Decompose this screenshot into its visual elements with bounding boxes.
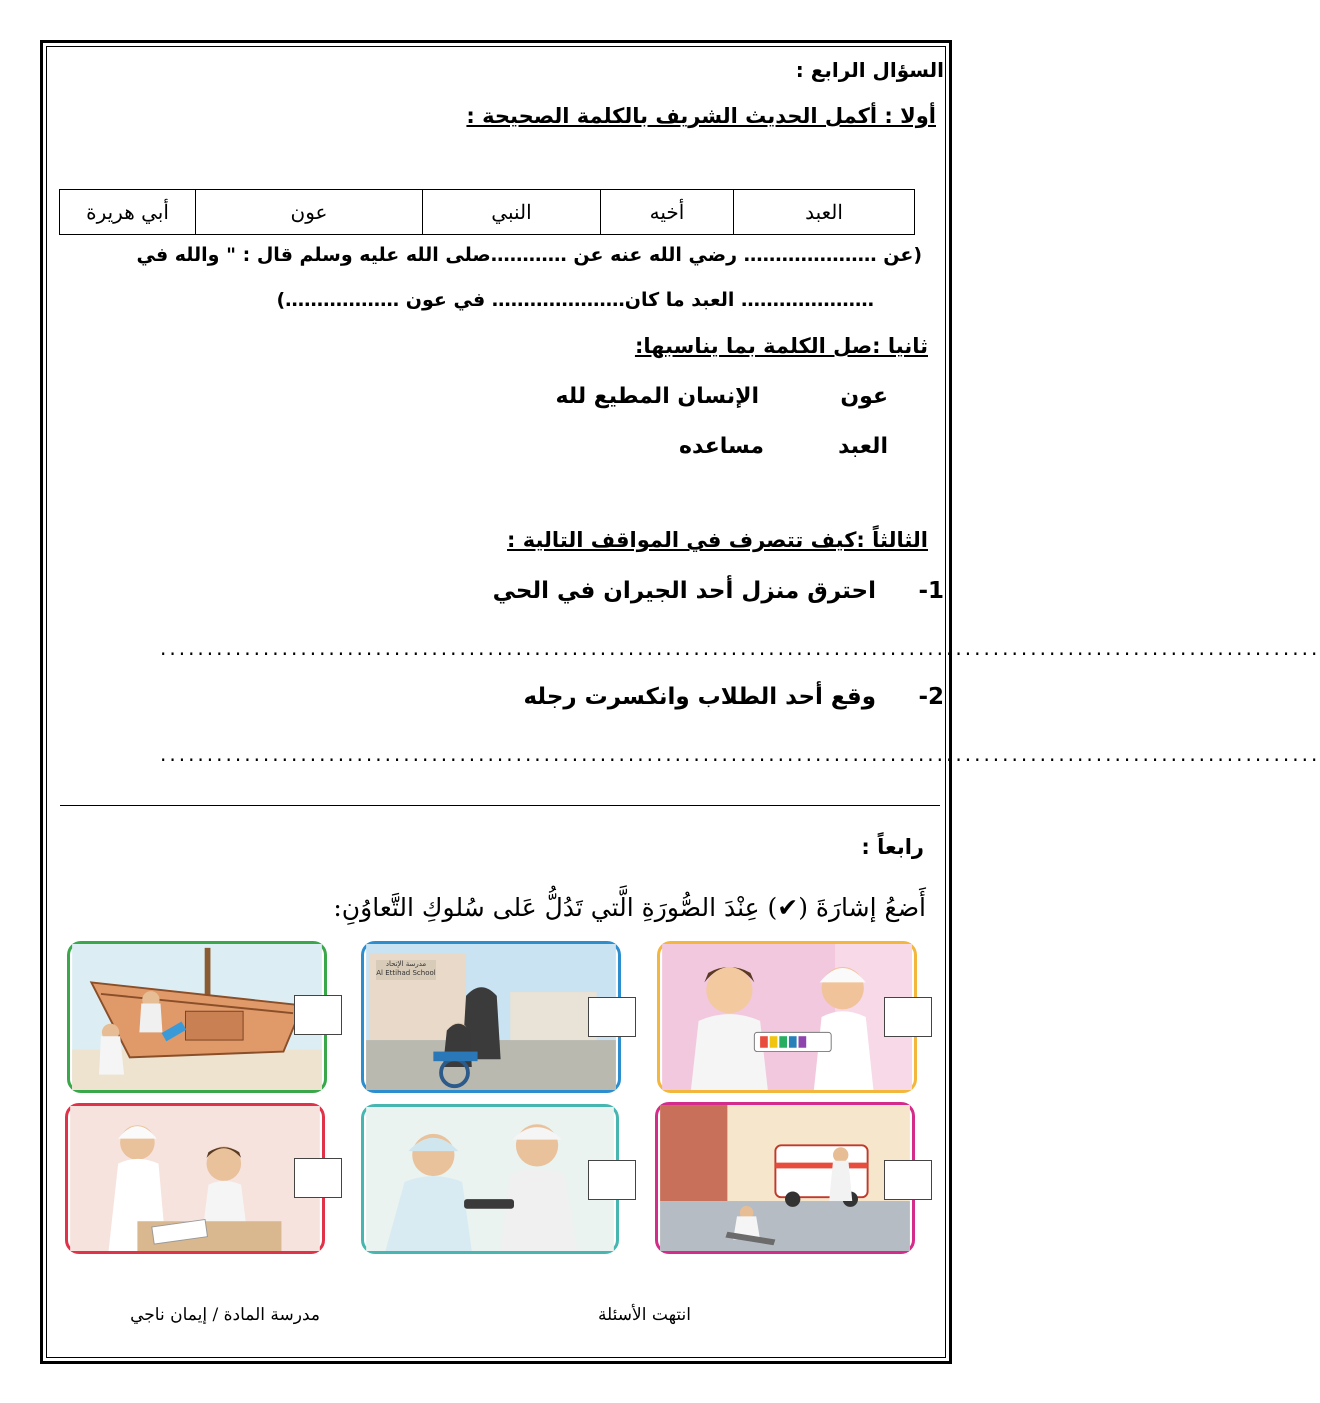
fighting-illustration <box>364 1107 616 1251</box>
checkbox[interactable] <box>884 1160 932 1200</box>
checkbox[interactable] <box>294 1158 342 1198</box>
checkbox[interactable] <box>588 997 636 1037</box>
section4-instruction: أَضعُ إشارَةَ (✔) عِنْدَ الصُّورَةِ الَّتي تَدُلُّ عَلى سُلوكِ التَّعاوُنِ: <box>333 893 926 922</box>
word-bank-cell: أبي هريرة <box>60 190 196 235</box>
match-right-word: الإنسان المطيع لله <box>555 384 759 409</box>
school-sign-arabic: مدرسة الإتحاد <box>385 960 427 968</box>
section2-title: ثانيا :صل الكلمة بما يناسبها: <box>634 334 928 358</box>
match-left-word: عون <box>840 384 888 409</box>
teacher-student-illustration <box>68 1106 322 1251</box>
picture-boys-fighting <box>361 1104 619 1254</box>
section-divider <box>60 805 940 806</box>
checkbox[interactable] <box>884 997 932 1037</box>
boat-illustration <box>70 944 324 1090</box>
section3-title: الثالثاً :كيف تتصرف في المواقف التالية : <box>507 528 928 552</box>
school-sign <box>376 960 436 980</box>
question-title: السؤال الرابع : <box>795 58 944 82</box>
picture-wheelchair-help <box>361 941 621 1093</box>
section4-title: رابعاً : <box>861 835 924 859</box>
picture-accident-ambulance <box>655 1102 915 1254</box>
hadith-line-1: (عن ………………… رضي الله عنه عن …………صلى الله عليه وسلم قال : " والله في <box>136 244 922 266</box>
situation-number: 1- <box>918 578 944 604</box>
word-bank-cell: النبي <box>423 190 601 235</box>
situation-number: 2- <box>918 684 944 710</box>
footer-end-text: انتهت الأسئلة <box>597 1305 691 1325</box>
answer-line: ............................................................................................................................ <box>160 742 1320 766</box>
ambulance-illustration <box>658 1105 912 1251</box>
situation-text: احترق منزل أحد الجيران في الحي <box>492 578 876 604</box>
word-bank-cell: عون <box>196 190 423 235</box>
word-bank-table <box>59 189 915 235</box>
match-left-word: العبد <box>838 434 888 459</box>
boys-sharing-illustration <box>660 944 914 1090</box>
school-sign-english: Al Ettihad School <box>376 969 436 977</box>
answer-line: ............................................................................................................................ <box>160 636 1320 660</box>
section1-title: أولا : أكمل الحديث الشريف بالكلمة الصحيحة : <box>466 104 936 128</box>
hadith-line-2: ………………… العبد ما كان………………… في عون ………………) <box>276 289 874 311</box>
footer-teacher: مدرسة المادة / إيمان ناجي <box>130 1305 320 1325</box>
checkbox[interactable] <box>588 1160 636 1200</box>
match-right-word: مساعده <box>679 434 764 459</box>
picture-boat-repair <box>67 941 327 1093</box>
picture-teacher-student <box>65 1103 325 1254</box>
situation-text: وقع أحد الطلاب وانكسرت رجله <box>523 684 876 710</box>
word-bank-cell: العبد <box>734 190 915 235</box>
picture-boys-sharing <box>657 941 917 1093</box>
checkbox[interactable] <box>294 995 342 1035</box>
word-bank-cell: أخيه <box>601 190 734 235</box>
